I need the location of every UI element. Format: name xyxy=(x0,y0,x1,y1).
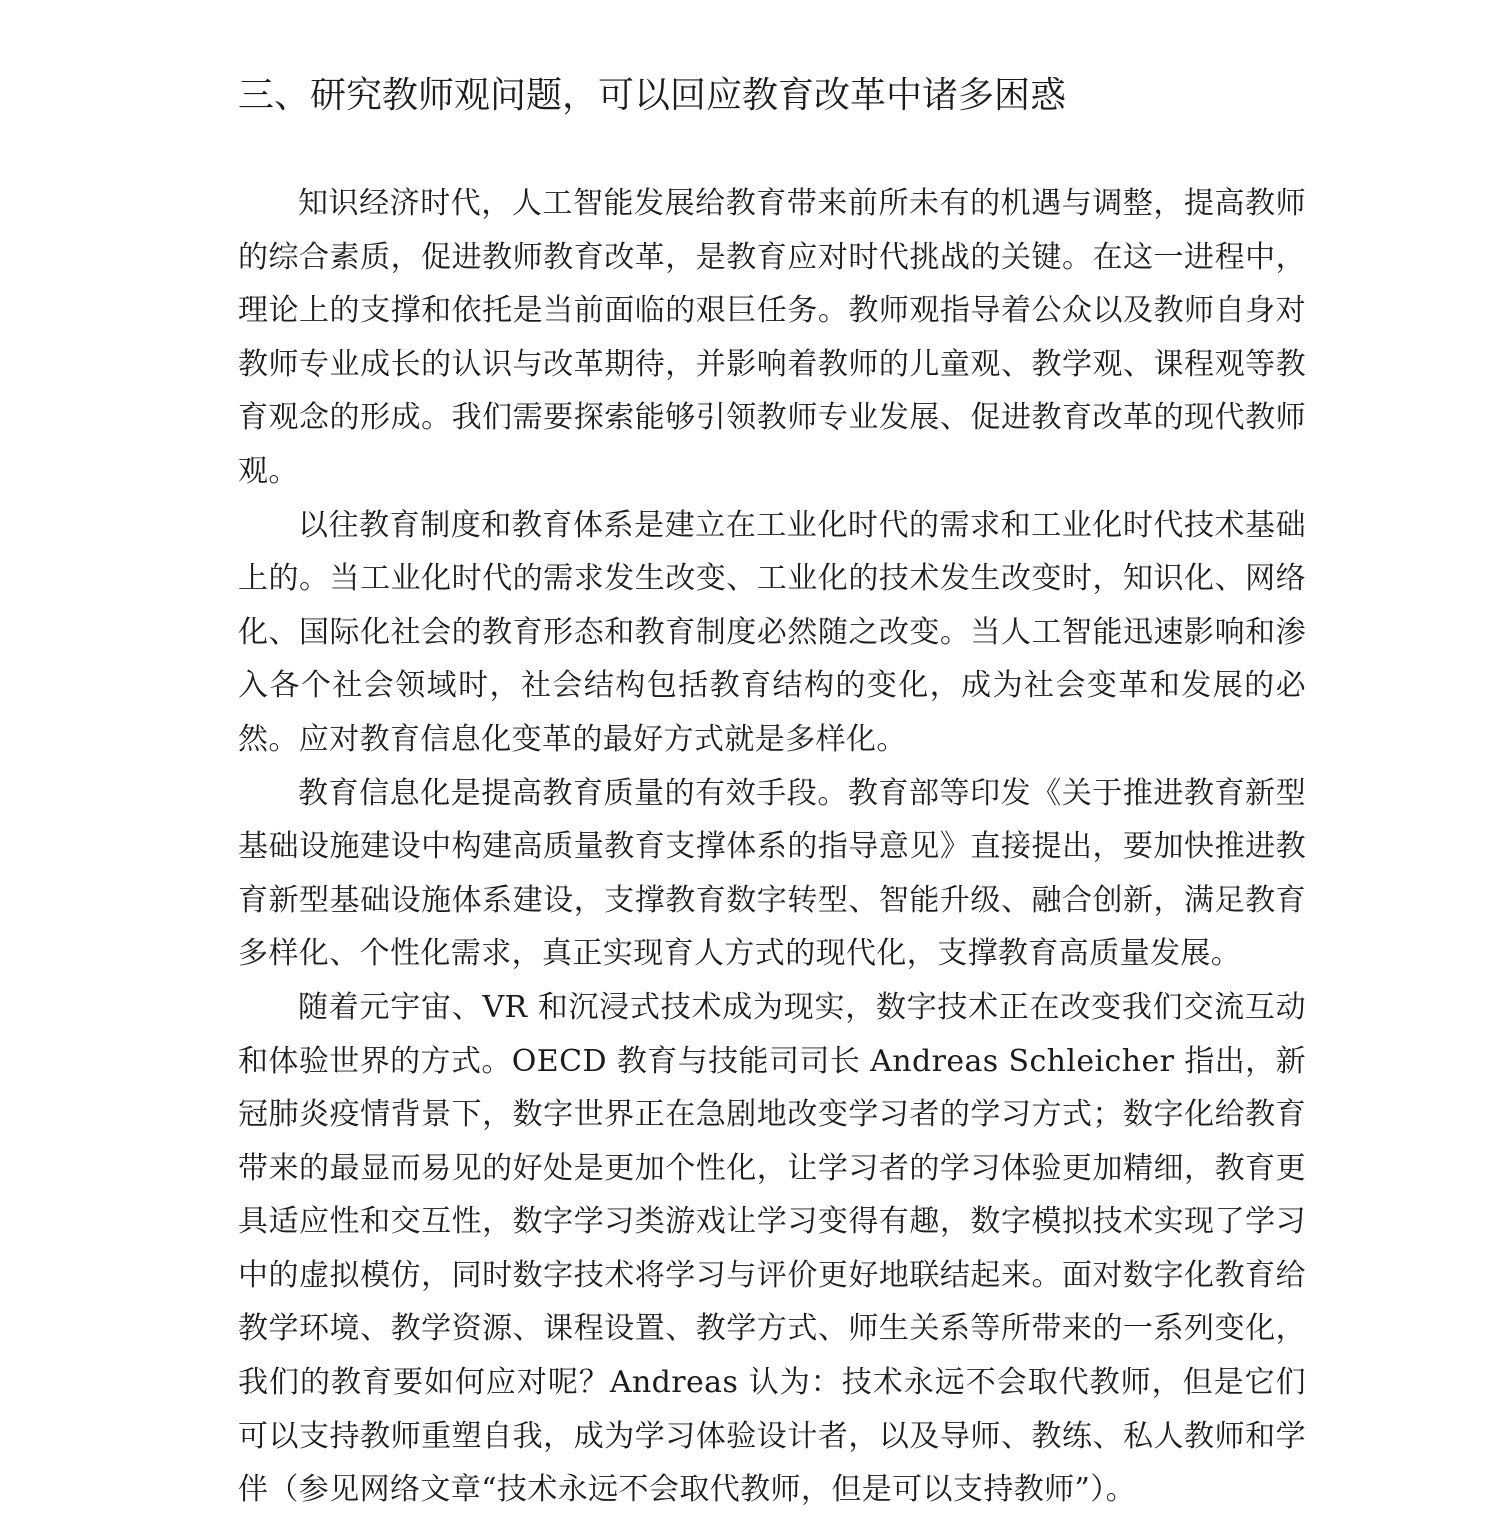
document-body xyxy=(238,177,1306,1517)
paragraph-4: 随着元宇宙、VR 和沉浸式技术成为现实，数字技术正在改变我们交流互动和体验世界的方式。OECD 教育与技能司司长 Andreas Schleicher 指出，新冠肺炎疫情背景下，数字世界正在急剧地改变学习者的学习方式；数字化给教育带来的最显而易见的好处是更加个性化，让学习者的学习体验更加精细，教育更具适应性和交互性，数字学习类游戏让学习变得有趣，数字模拟技术实现了学习中的虚拟模仿，同时数字技术将学习与评价更好地联结起来。面对数字化教育给教学环境、教学资源、课程设置、教学方式、师生关系等所带来的一系列变化，我们的教育要如何应对呢？Andreas 认为：技术永远不会取代教师，但是它们可以支持教师重塑自我，成为学习体验设计者，以及导师、教练、私人教师和学伴（参见网络文章“技术永远不会取代教师，但是可以支持教师”）。 xyxy=(238,989,1306,1508)
section-heading: 三、研究教师观问题，可以回应教育改革中诸多困惑 xyxy=(238,75,1067,116)
paragraph-3: 教育信息化是提高教育质量的有效手段。教育部等印发《关于推进教育新型基础设施建设中构建高质量教育支撑体系的指导意见》直接提出，要加快推进教育新型基础设施体系建设，支撑教育数字转型、智能升级、融合创新，满足教育多样化、个性化需求，真正实现育人方式的现代化，支撑教育高质量发展。 xyxy=(238,775,1306,972)
paragraph-1: 知识经济时代，人工智能发展给教育带来前所未有的机遇与调整，提高教师的综合素质，促进教师教育改革，是教育应对时代挑战的关键。在这一进程中，理论上的支撑和依托是当前面临的艰巨任务。教师观指导着公众以及教师自身对教师专业成长的认识与改革期待，并影响着教师的儿童观、教学观、课程观等教育观念的形成。我们需要探索能够引领教师专业发展、促进教育改革的现代教师观。 xyxy=(238,186,1306,489)
paragraph-2: 以往教育制度和教育体系是建立在工业化时代的需求和工业化时代技术基础上的。当工业化时代的需求发生改变、工业化的技术发生改变时，知识化、网络化、国际化社会的教育形态和教育制度必然随之改变。当人工智能迅速影响和渗入各个社会领域时，社会结构包括教育结构的变化，成为社会变革和发展的必然。应对教育信息化变革的最好方式就是多样化。 xyxy=(238,507,1306,757)
